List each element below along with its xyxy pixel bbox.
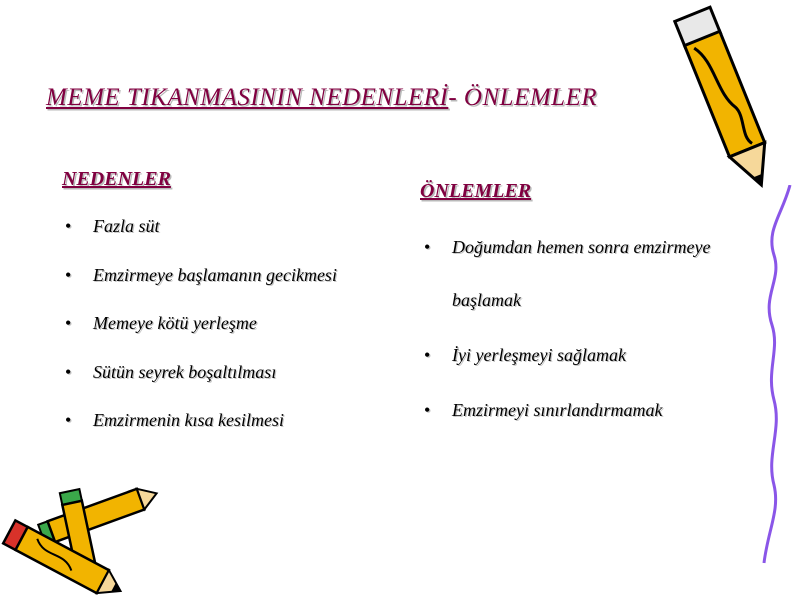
bullet-icon: • xyxy=(424,400,431,420)
list-item-text: Sütün seyrek boşaltılması xyxy=(93,361,277,382)
list-item xyxy=(424,400,710,455)
causes-heading: NEDENLER xyxy=(62,168,171,190)
list-item-text: Emzirmeyi sınırlandırmamak xyxy=(452,400,663,420)
list-item xyxy=(65,216,337,265)
bullet-icon: • xyxy=(65,410,72,430)
pencil-clipart-icon xyxy=(670,0,780,195)
list-item-text: Memeye kötü yerleşme xyxy=(93,313,257,333)
list-item xyxy=(65,264,337,314)
list-item xyxy=(65,410,337,459)
causes-list xyxy=(65,216,337,459)
pencils-clipart-icon xyxy=(0,480,165,595)
list-item-continuation xyxy=(452,290,710,345)
list-item-text: Doğumdan hemen sonra emzirmeye xyxy=(452,237,711,257)
squiggle-line-icon xyxy=(752,185,800,565)
list-item-text: Emzirmeye başlamanın gecikmesi xyxy=(93,264,337,285)
list-item xyxy=(424,345,710,400)
bullet-icon: • xyxy=(424,345,431,365)
bullet-icon: • xyxy=(65,361,72,382)
list-item xyxy=(65,313,337,362)
slide-title xyxy=(46,84,597,112)
measures-list xyxy=(424,237,711,455)
bullet-icon: • xyxy=(65,313,72,333)
measures-heading: ÖNLEMLER xyxy=(420,180,532,202)
bullet-icon: • xyxy=(65,216,72,236)
slide-title-rest: - ÖNLEMLER xyxy=(448,84,598,111)
list-item-text: başlamak xyxy=(452,290,521,310)
list-item xyxy=(65,361,337,411)
list-item-text: Emzirmenin kısa kesilmesi xyxy=(93,410,284,430)
list-item-text: Fazla süt xyxy=(93,216,160,236)
slide-title-main: MEME TIKANMASININ NEDENLERİ xyxy=(46,84,449,111)
list-item xyxy=(424,237,711,290)
bullet-icon: • xyxy=(424,237,431,257)
list-item-text: İyi yerleşmeyi sağlamak xyxy=(452,345,626,365)
bullet-icon: • xyxy=(65,264,72,285)
